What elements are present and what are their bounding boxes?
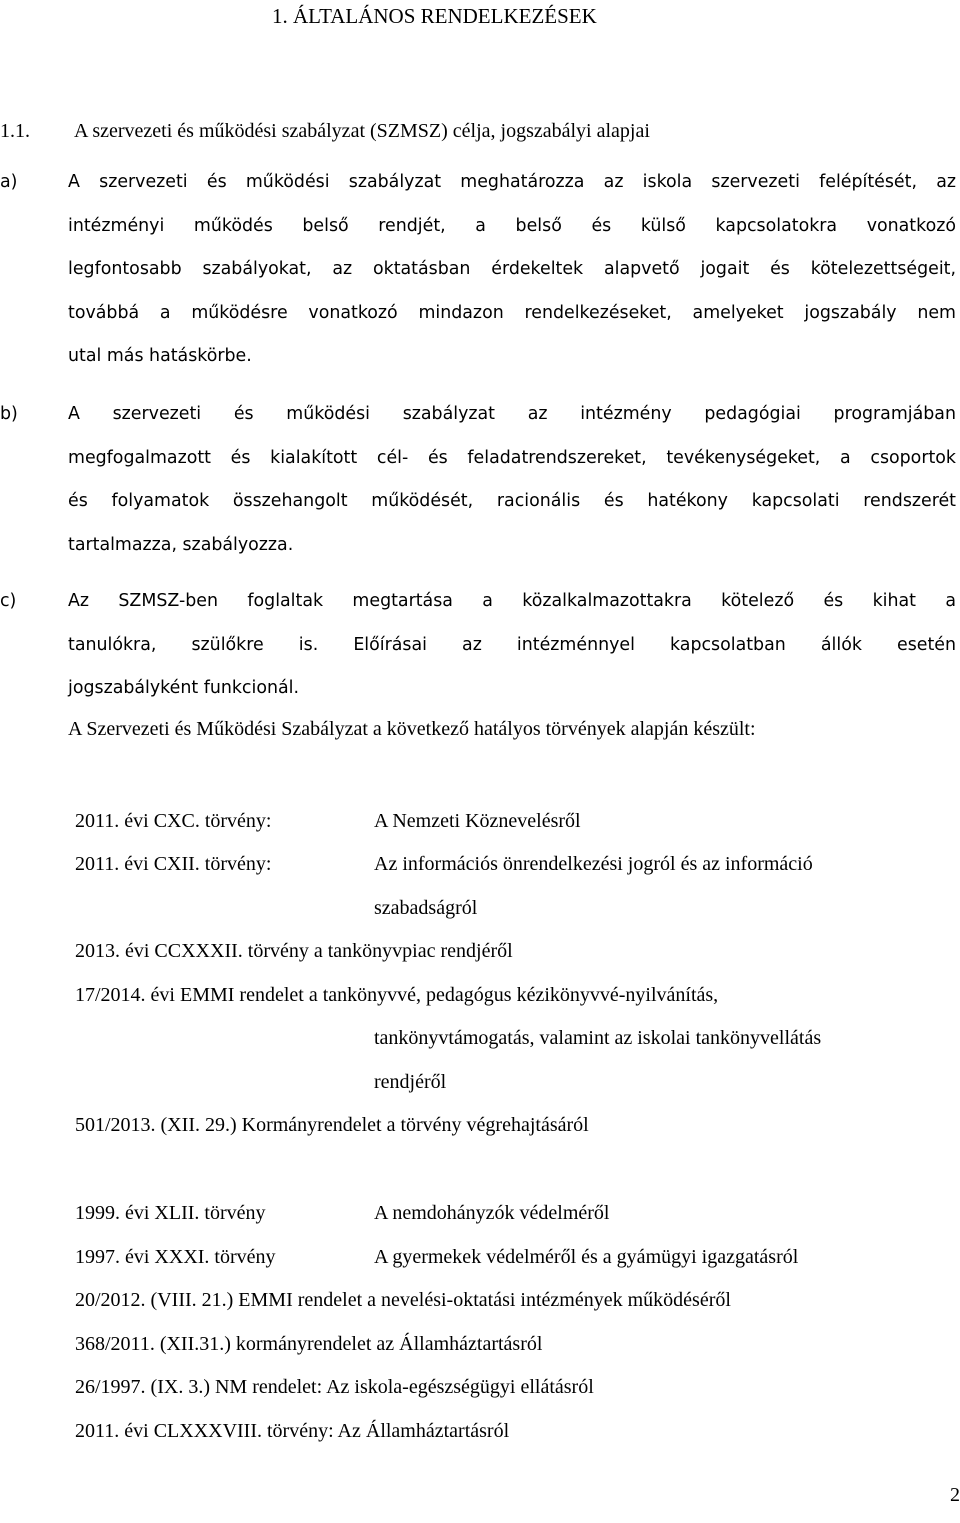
paragraph-label: a) <box>0 172 18 192</box>
law-description: tankönyvtámogatás, valamint az iskolai tankönyvellátás <box>374 1027 822 1049</box>
law-description: A gyermekek védelméről és a gyámügyi igazgatásról <box>374 1246 799 1268</box>
paragraph-line: megfogalmazott és kialakított cél- és feladatrendszereket, tevékenységeket, a csoportok <box>68 447 956 468</box>
law-reference: 2011. évi CXC. törvény: <box>75 810 272 832</box>
law-reference: 20/2012. (VIII. 21.) EMMI rendelet a nevelési-oktatási intézmények működéséről <box>75 1289 731 1311</box>
paragraph-a <box>0 161 956 379</box>
section-title: A szervezeti és működési szabályzat (SZMSZ) célja, jogszabályi alapjai <box>74 120 650 142</box>
paragraph-line: tanulókra, szülőkre is. Előírásai az intézménnyel kapcsolatban állók esetén <box>68 634 956 655</box>
paragraph-line: jogszabályként funkcionál. <box>68 678 300 698</box>
paragraph-label: b) <box>0 404 18 424</box>
paragraph-line: és folyamatok összehangolt működését, racionális és hatékony kapcsolati rendszerét <box>68 491 956 511</box>
law-description: rendjéről <box>374 1071 447 1093</box>
paragraph-line: továbbá a működésre vonatkozó mindazon rendelkezéseket, amelyeket jogszabály nem <box>68 302 956 323</box>
law-reference: 17/2014. évi EMMI rendelet a tankönyvvé, pedagógus kézikönyvvé-nyilvánítás, <box>75 984 719 1006</box>
law-reference: 1999. évi XLII. törvény <box>75 1202 266 1224</box>
laws-intro: A Szervezeti és Működési Szabályzat a következő hatályos törvények alapján készült: <box>68 718 756 740</box>
law-description: A nemdohányzók védelméről <box>374 1202 610 1224</box>
page-number: 2 <box>950 1484 960 1506</box>
paragraph-line: utal más hatáskörbe. <box>68 346 252 366</box>
paragraph-line: Az SZMSZ-ben foglaltak megtartása a közalkalmazottakra kötelező és kihat a <box>68 591 956 611</box>
section-number: 1.1. <box>0 120 30 142</box>
law-reference: 368/2011. (XII.31.) kormányrendelet az Államháztartásról <box>75 1333 543 1355</box>
law-reference: 26/1997. (IX. 3.) NM rendelet: Az iskola-egészségügyi ellátásról <box>75 1376 594 1398</box>
document-title: 1. ÁLTALÁNOS RENDELKEZÉSEK <box>272 4 597 28</box>
paragraph-line: legfontosabb szabályokat, az oktatásban érdekeltek alapvető jogait és kötelezettségeit, <box>68 259 956 279</box>
law-reference: 501/2013. (XII. 29.) Kormányrendelet a törvény végrehajtásáról <box>75 1114 589 1136</box>
paragraph-label: c) <box>0 591 17 611</box>
law-reference: 2011. évi CLXXXVIII. törvény: Az Államháztartásról <box>75 1420 510 1442</box>
paragraph-line: tartalmazza, szabályozza. <box>68 534 294 555</box>
paragraph-c <box>0 580 956 711</box>
law-description: szabadságról <box>374 897 478 919</box>
paragraph-line: intézményi működés belső rendjét, a belső és külső kapcsolatokra vonatkozó <box>68 215 956 236</box>
paragraph-b <box>0 393 956 567</box>
law-reference: 2013. évi CCXXXII. törvény a tankönyvpiac rendjéről <box>75 940 513 962</box>
law-description: Az információs önrendelkezési jogról és az információ <box>374 853 813 875</box>
law-description: A Nemzeti Köznevelésről <box>374 810 581 832</box>
paragraph-line: A szervezeti és működési szabályzat az intézmény pedagógiai programjában <box>68 404 956 424</box>
paragraph-line: A szervezeti és működési szabályzat meghatározza az iskola szervezeti felépítését, az <box>68 172 956 192</box>
law-reference: 2011. évi CXII. törvény: <box>75 853 272 875</box>
law-reference: 1997. évi XXXI. törvény <box>75 1246 276 1268</box>
